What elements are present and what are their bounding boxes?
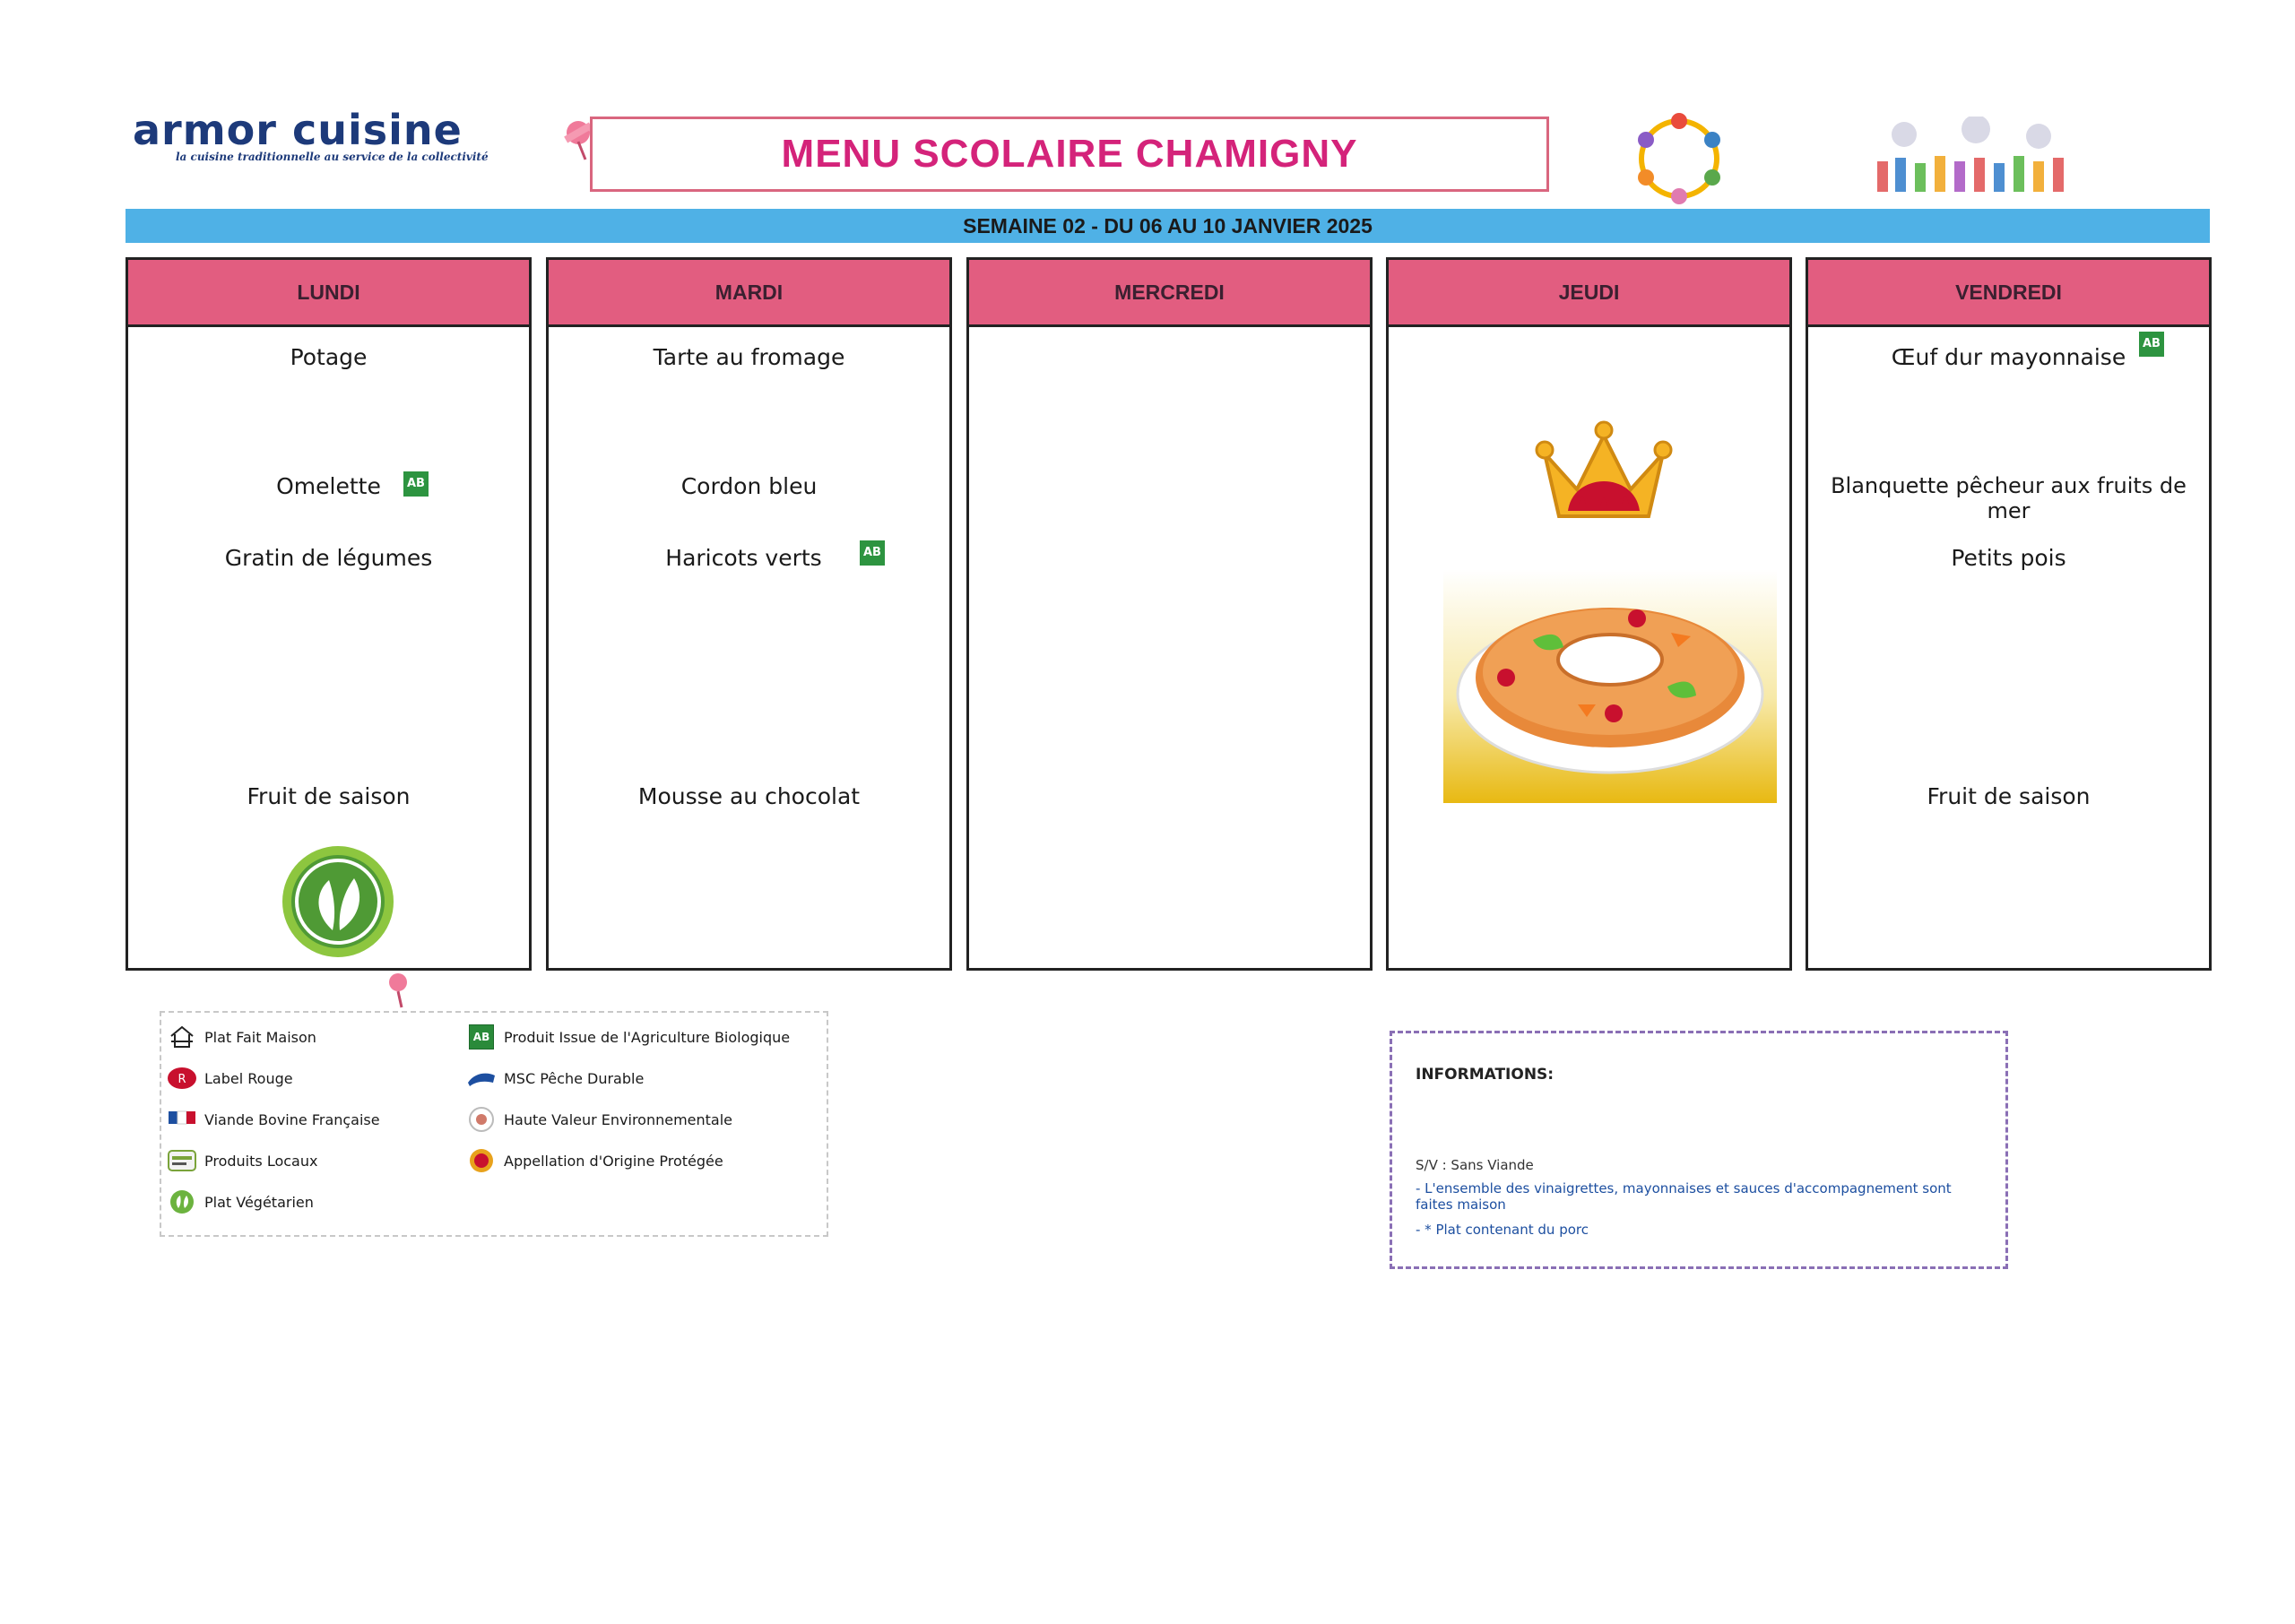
dish-main: Omelette [276,473,381,499]
day-header [1389,260,1789,327]
crown-icon [1532,418,1676,534]
day-name: MARDI [714,280,784,304]
organic-ab-icon: AB [860,540,885,566]
aop-icon [466,1147,497,1174]
organic-ab-icon: AB [403,471,429,497]
dish-starter: Potage [290,344,368,370]
hve-icon [466,1106,497,1133]
info-line-2: - * Plat contenant du porc [1416,1222,1589,1238]
dish-dessert: Mousse au chocolat [637,783,861,809]
legend-item: Plat Fait Maison [167,1024,316,1050]
legend-item: Viande Bovine Française [167,1106,380,1133]
vegetarian-icon [279,842,397,961]
legend-item: Appellation d'Origine Protégée [466,1147,723,1174]
children-circle-icon [1624,109,1734,208]
day-header [128,260,529,327]
day-header [1808,260,2209,327]
day-column-mardi [546,257,952,971]
viande-bovine-icon [167,1106,197,1133]
svg-text:R: R [178,1073,186,1086]
day-header [549,260,949,327]
day-column-mercredi [966,257,1373,971]
dish-side: Gratin de légumes [224,545,433,571]
produits-locaux-icon [167,1147,197,1174]
logo-tagline: la cuisine traditionnelle au service de la collectivité [176,151,489,163]
legend-item: Plat Végétarien [167,1188,314,1215]
organic-ab-icon: AB [466,1024,497,1050]
dish-main: Cordon bleu [680,473,818,499]
galette-des-rois-image [1443,570,1777,803]
day-name: MERCREDI [1114,280,1225,304]
week-label: SEMAINE 02 - DU 06 AU 10 JANVIER 2025 [963,213,1373,238]
legend-item: Haute Valeur Environnementale [466,1106,732,1133]
dish-side: Petits pois [1951,545,2066,571]
legend-item: R Label Rouge [167,1065,293,1092]
dish-starter: Œuf dur mayonnaise [1891,344,2126,370]
legend-item: AB Produit Issue de l'Agriculture Biologique [466,1024,790,1050]
children-crowd-icon [1868,117,2076,203]
dish-dessert: Fruit de saison [1927,783,2091,809]
day-column-lundi [126,257,532,971]
pin-icon [380,968,416,1013]
week-bar [126,209,2210,243]
day-name: JEUDI [1558,280,1620,304]
dish-main: Blanquette pêcheur aux fruits de mer [1831,473,2187,523]
logo: armor cuisine [133,106,463,154]
house-icon [167,1024,197,1050]
info-line-1: - L'ensemble des vinaigrettes, mayonnaises et sauces d'accompagnement sont faites maison [1416,1180,1952,1213]
legend-item: Produits Locaux [167,1147,317,1174]
dish-starter: Tarte au fromage [653,344,845,370]
day-name: LUNDI [297,280,360,304]
vegetarian-icon [167,1188,197,1215]
legend [160,1011,828,1237]
day-name: VENDREDI [1955,280,2062,304]
msc-icon [466,1065,497,1092]
title-box [590,117,1549,192]
organic-ab-icon: AB [2139,332,2164,357]
day-column-vendredi [1806,257,2212,971]
day-column-jeudi [1386,257,1792,971]
day-header [969,260,1370,327]
info-box [1390,1031,2008,1269]
page-title: MENU SCOLAIRE CHAMIGNY [781,132,1358,176]
label-rouge-icon [167,1065,197,1092]
info-title: INFORMATIONS: [1416,1066,1555,1084]
legend-item: MSC Pêche Durable [466,1065,644,1092]
dish-dessert: Fruit de saison [247,783,411,809]
info-sv: S/V : Sans Viande [1416,1157,1534,1173]
dish-side: Haricots verts [665,545,822,571]
